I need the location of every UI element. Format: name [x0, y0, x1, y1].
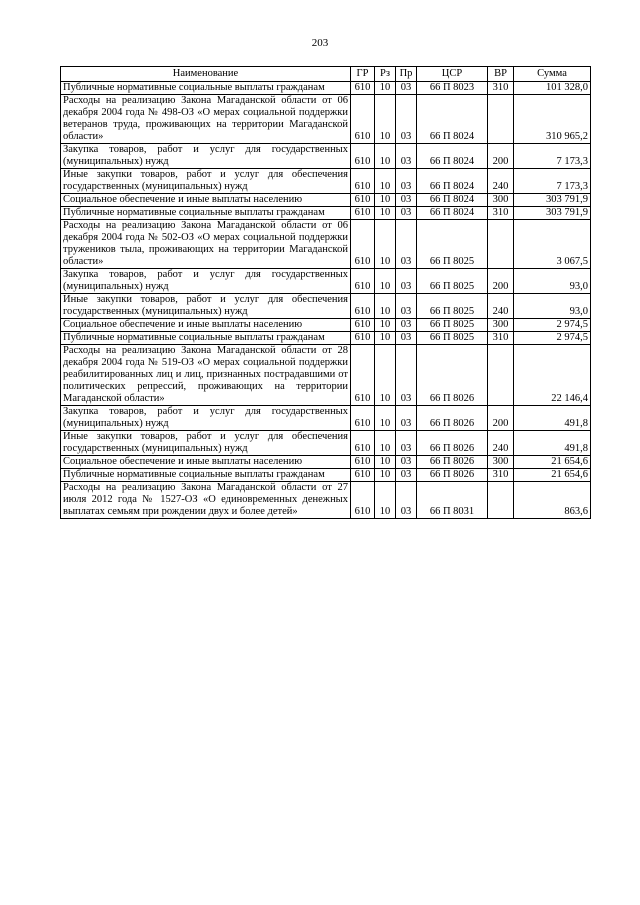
cell-sum: 93,0 — [514, 294, 591, 319]
cell-pr: 03 — [396, 207, 417, 220]
cell-gr: 610 — [351, 194, 375, 207]
cell-rz: 10 — [375, 456, 396, 469]
cell-rz: 10 — [375, 319, 396, 332]
cell-name: Закупка товаров, работ и услуг для государственных (муниципальных) нужд — [61, 144, 351, 169]
cell-sum: 21 654,6 — [514, 456, 591, 469]
header-pr: Пр — [396, 67, 417, 82]
cell-vr: 300 — [488, 456, 514, 469]
cell-pr: 03 — [396, 269, 417, 294]
cell-vr: 310 — [488, 82, 514, 95]
cell-pr: 03 — [396, 220, 417, 269]
cell-pr: 03 — [396, 294, 417, 319]
cell-vr: 300 — [488, 319, 514, 332]
cell-vr: 300 — [488, 194, 514, 207]
cell-name: Закупка товаров, работ и услуг для государственных (муниципальных) нужд — [61, 406, 351, 431]
cell-name: Расходы на реализацию Закона Магаданской области от 27 июля 2012 года № 1527-ОЗ «О единовременных денежных выплатах семьям при рождении двух и более детей» — [61, 482, 351, 519]
table-row — [61, 194, 591, 207]
cell-name: Иные закупки товаров, работ и услуг для обеспечения государственных (муниципальных) нужд — [61, 431, 351, 456]
cell-vr — [488, 220, 514, 269]
cell-csr: 66 П 8024 — [417, 95, 488, 144]
table-row — [61, 294, 591, 319]
table-header-row — [61, 67, 591, 82]
header-rz: Рз — [375, 67, 396, 82]
cell-csr: 66 П 8025 — [417, 319, 488, 332]
table-row — [61, 431, 591, 456]
table-row — [61, 345, 591, 406]
cell-name: Закупка товаров, работ и услуг для государственных (муниципальных) нужд — [61, 269, 351, 294]
cell-sum: 491,8 — [514, 431, 591, 456]
table-row — [61, 469, 591, 482]
cell-pr: 03 — [396, 456, 417, 469]
cell-rz: 10 — [375, 294, 396, 319]
cell-gr: 610 — [351, 169, 375, 194]
header-csr: ЦСР — [417, 67, 488, 82]
cell-csr: 66 П 8025 — [417, 269, 488, 294]
cell-rz: 10 — [375, 431, 396, 456]
cell-rz: 10 — [375, 345, 396, 406]
cell-sum: 303 791,9 — [514, 194, 591, 207]
cell-name: Социальное обеспечение и иные выплаты населению — [61, 194, 351, 207]
cell-gr: 610 — [351, 319, 375, 332]
cell-sum: 3 067,5 — [514, 220, 591, 269]
cell-name: Публичные нормативные социальные выплаты гражданам — [61, 332, 351, 345]
cell-rz: 10 — [375, 469, 396, 482]
cell-gr: 610 — [351, 332, 375, 345]
table-row — [61, 144, 591, 169]
cell-gr: 610 — [351, 406, 375, 431]
table-row — [61, 220, 591, 269]
table-row — [61, 482, 591, 519]
cell-csr: 66 П 8024 — [417, 169, 488, 194]
cell-csr: 66 П 8023 — [417, 82, 488, 95]
cell-sum: 101 328,0 — [514, 82, 591, 95]
cell-vr — [488, 95, 514, 144]
table-row — [61, 406, 591, 431]
cell-gr: 610 — [351, 82, 375, 95]
cell-name: Публичные нормативные социальные выплаты гражданам — [61, 82, 351, 95]
cell-rz: 10 — [375, 269, 396, 294]
cell-name: Социальное обеспечение и иные выплаты населению — [61, 319, 351, 332]
cell-pr: 03 — [396, 194, 417, 207]
cell-pr: 03 — [396, 144, 417, 169]
cell-csr: 66 П 8025 — [417, 332, 488, 345]
cell-name: Расходы на реализацию Закона Магаданской области от 06 декабря 2004 года № 502-ОЗ «О мерах социальной поддержки тружеников тыла, проживающих на территории Магаданской области» — [61, 220, 351, 269]
cell-pr: 03 — [396, 406, 417, 431]
cell-gr: 610 — [351, 345, 375, 406]
cell-rz: 10 — [375, 95, 396, 144]
cell-vr: 200 — [488, 406, 514, 431]
cell-name: Публичные нормативные социальные выплаты гражданам — [61, 469, 351, 482]
cell-sum: 7 173,3 — [514, 144, 591, 169]
cell-vr: 200 — [488, 144, 514, 169]
cell-rz: 10 — [375, 169, 396, 194]
cell-vr: 310 — [488, 332, 514, 345]
table-body — [61, 82, 591, 519]
cell-pr: 03 — [396, 169, 417, 194]
cell-sum: 863,6 — [514, 482, 591, 519]
budget-table — [60, 66, 591, 519]
cell-rz: 10 — [375, 82, 396, 95]
cell-gr: 610 — [351, 220, 375, 269]
cell-sum: 2 974,5 — [514, 332, 591, 345]
cell-csr: 66 П 8026 — [417, 469, 488, 482]
cell-rz: 10 — [375, 220, 396, 269]
cell-pr: 03 — [396, 319, 417, 332]
cell-pr: 03 — [396, 82, 417, 95]
cell-gr: 610 — [351, 144, 375, 169]
cell-gr: 610 — [351, 482, 375, 519]
header-name: Наименование — [61, 67, 351, 82]
cell-pr: 03 — [396, 431, 417, 456]
cell-csr: 66 П 8026 — [417, 431, 488, 456]
cell-gr: 610 — [351, 95, 375, 144]
cell-vr: 310 — [488, 469, 514, 482]
cell-vr: 240 — [488, 294, 514, 319]
cell-gr: 610 — [351, 456, 375, 469]
cell-pr: 03 — [396, 332, 417, 345]
page-number: 203 — [311, 37, 329, 49]
table-row — [61, 169, 591, 194]
table-row — [61, 319, 591, 332]
table-row — [61, 332, 591, 345]
cell-csr: 66 П 8024 — [417, 144, 488, 169]
cell-vr: 240 — [488, 431, 514, 456]
table-row — [61, 95, 591, 144]
cell-sum: 93,0 — [514, 269, 591, 294]
cell-sum: 310 965,2 — [514, 95, 591, 144]
cell-gr: 610 — [351, 431, 375, 456]
cell-vr — [488, 482, 514, 519]
cell-name: Социальное обеспечение и иные выплаты населению — [61, 456, 351, 469]
cell-csr: 66 П 8025 — [417, 220, 488, 269]
cell-sum: 491,8 — [514, 406, 591, 431]
cell-rz: 10 — [375, 207, 396, 220]
cell-gr: 610 — [351, 294, 375, 319]
cell-csr: 66 П 8031 — [417, 482, 488, 519]
cell-pr: 03 — [396, 95, 417, 144]
cell-csr: 66 П 8026 — [417, 406, 488, 431]
cell-pr: 03 — [396, 345, 417, 406]
table-row — [61, 82, 591, 95]
cell-vr: 200 — [488, 269, 514, 294]
cell-name: Иные закупки товаров, работ и услуг для обеспечения государственных (муниципальных) нужд — [61, 294, 351, 319]
table-row — [61, 456, 591, 469]
cell-gr: 610 — [351, 269, 375, 294]
cell-gr: 610 — [351, 207, 375, 220]
header-vr: ВР — [488, 67, 514, 82]
cell-pr: 03 — [396, 469, 417, 482]
header-sum: Сумма — [514, 67, 591, 82]
table-row — [61, 269, 591, 294]
cell-name: Расходы на реализацию Закона Магаданской области от 06 декабря 2004 года № 498-ОЗ «О мерах социальной поддержки ветеранов труда, проживающих на территории Магаданской области» — [61, 95, 351, 144]
cell-sum: 2 974,5 — [514, 319, 591, 332]
cell-rz: 10 — [375, 406, 396, 431]
table-row — [61, 207, 591, 220]
cell-rz: 10 — [375, 482, 396, 519]
cell-name: Публичные нормативные социальные выплаты гражданам — [61, 207, 351, 220]
cell-csr: 66 П 8025 — [417, 294, 488, 319]
cell-pr: 03 — [396, 482, 417, 519]
cell-csr: 66 П 8024 — [417, 207, 488, 220]
cell-rz: 10 — [375, 332, 396, 345]
header-gr: ГР — [351, 67, 375, 82]
cell-sum: 303 791,9 — [514, 207, 591, 220]
cell-name: Расходы на реализацию Закона Магаданской области от 28 декабря 2004 года № 519-ОЗ «О мерах социальной поддержки реабилитированных лиц и лиц, признанных пострадавшими от политических репрессий, проживающих на территории Магаданской области» — [61, 345, 351, 406]
cell-vr: 240 — [488, 169, 514, 194]
cell-name: Иные закупки товаров, работ и услуг для обеспечения государственных (муниципальных) нужд — [61, 169, 351, 194]
cell-rz: 10 — [375, 144, 396, 169]
cell-csr: 66 П 8024 — [417, 194, 488, 207]
cell-sum: 22 146,4 — [514, 345, 591, 406]
cell-vr: 310 — [488, 207, 514, 220]
cell-rz: 10 — [375, 194, 396, 207]
cell-sum: 21 654,6 — [514, 469, 591, 482]
cell-csr: 66 П 8026 — [417, 345, 488, 406]
cell-vr — [488, 345, 514, 406]
cell-csr: 66 П 8026 — [417, 456, 488, 469]
cell-sum: 7 173,3 — [514, 169, 591, 194]
cell-gr: 610 — [351, 469, 375, 482]
